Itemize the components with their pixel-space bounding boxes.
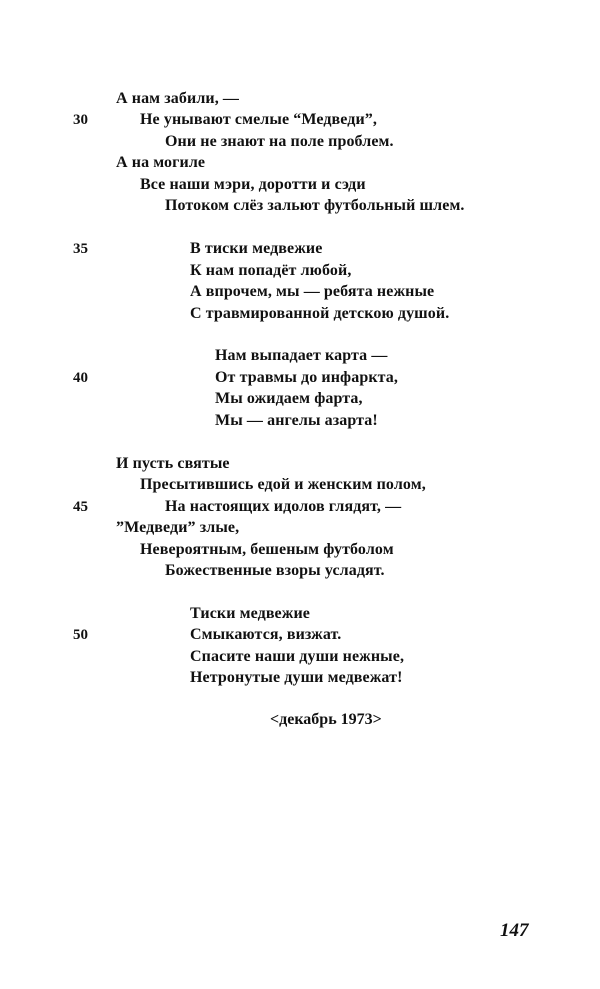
- poem-date: <декабрь 1973>: [270, 711, 382, 728]
- page-number: 147: [500, 920, 529, 941]
- poem-line: Нам выпадает карта —: [215, 347, 388, 364]
- poem-line: Спасите наши души нежные,: [190, 648, 405, 665]
- poem-line: От травмы до инфаркта,: [215, 369, 398, 386]
- poem-line: А впрочем, мы — ребята нежные: [190, 283, 435, 300]
- poem-line: Потоком слёз зальют футбольный шлем.: [165, 197, 465, 214]
- line-number: 50: [73, 627, 88, 643]
- line-number: 40: [73, 370, 88, 386]
- poem-line: Смыкаются, визжат.: [190, 626, 342, 643]
- poem-line: ”Медведи” злые,: [116, 519, 240, 536]
- line-number: 45: [73, 499, 88, 515]
- poem-line: Нетронутые души медвежат!: [190, 669, 403, 686]
- poem-line: С травмированной детскою душой.: [190, 305, 450, 322]
- poem-line: В тиски медвежие: [190, 240, 323, 257]
- poem-line: Пресытившись едой и женским полом,: [140, 476, 426, 493]
- poem-line: Они не знают на поле проблем.: [165, 133, 394, 150]
- poem-line: Не унывают смелые “Медведи”,: [140, 111, 377, 128]
- line-number: 35: [73, 241, 88, 257]
- poem-line: А на могиле: [116, 154, 206, 171]
- line-number: 30: [73, 112, 88, 128]
- poem-line: Мы — ангелы азарта!: [215, 412, 378, 429]
- poem-line: Тиски медвежие: [190, 605, 310, 622]
- poem-line: Мы ожидаем фарта,: [215, 390, 363, 407]
- poem-line: И пусть святые: [116, 455, 230, 472]
- poem-line: Все наши мэри, доротти и сэди: [140, 176, 366, 193]
- poem-line: А нам забили, —: [116, 90, 240, 107]
- poem-line: Невероятным, бешеным футболом: [140, 541, 394, 558]
- poem-line: К нам попадёт любой,: [190, 262, 352, 279]
- poem-line: На настоящих идолов глядят, —: [165, 498, 402, 515]
- poem-line: Божественные взоры усладят.: [165, 562, 385, 579]
